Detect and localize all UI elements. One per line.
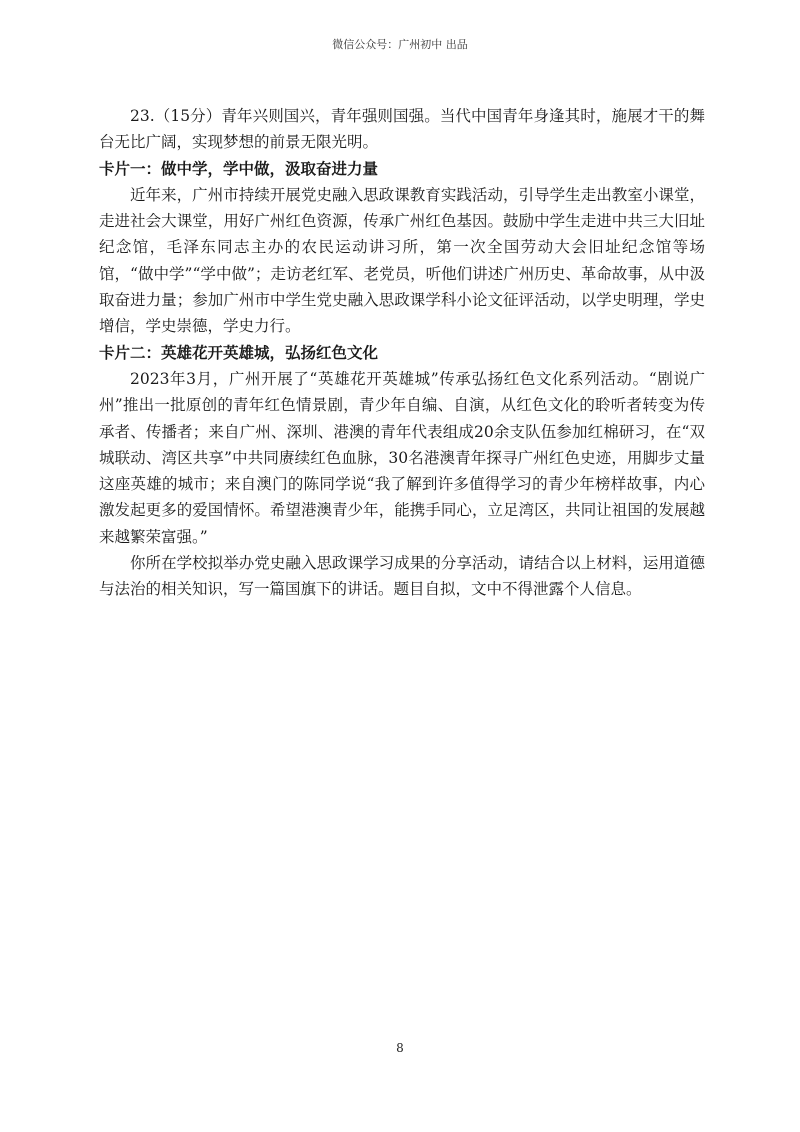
card-one-body: 近年来，广州市持续开展党史融入思政课教育实践活动，引导学生走出教室小课堂，走进社会大课堂，用好广州红色资源，传承广州红色基因。鼓励中学生走进中共三大旧址纪念馆，毛泽东同志主办的农民运动讲习所，第一次全国劳动大会旧址纪念馆等场馆，“做中学”“学中做”；走访老红军、老党员，听他们讲述广州历史、革命故事，从中汲取奋进力量；参加广州市中学生党史融入思政课学科小论文征评活动，以学史明理，学史增信，学史崇德，学史力行。 (99, 185, 705, 336)
card-one-title: 卡片一：做中学，学中做，汲取奋进力量 (99, 158, 379, 178)
task-instruction: 你所在学校拟举办党史融入思政课学习成果的分享活动，请结合以上材料，运用道德与法治的相关知识，写一篇国旗下的讲话。题目自拟，文中不得泄露个人信息。 (99, 554, 705, 599)
page-header: 微信公众号：广州初中 出品 (332, 38, 468, 51)
question-intro: 23.（15分）青年兴则国兴，青年强则国强。当代中国青年身逢其时，施展才干的舞台无比广阔，实现梦想的前景无限光明。 (99, 107, 705, 152)
question-content (99, 103, 705, 603)
page-number: 8 (396, 1041, 404, 1055)
card-two-body: 2023年3月，广州开展了“英雄花开英雄城”传承弘扬红色文化系列活动。“剧说广州”推出一批原创的青年红色情景剧，青少年自编、自演，从红色文化的聆听者转变为传承者、传播者；来自广州、深圳、港澳的青年代表组成20余支队伍参加红棉研习，在“双城联动、湾区共享”中共同赓续红色血脉，30名港澳青年探寻广州红色史迹，用脚步丈量这座英雄的城市；来自澳门的陈同学说“我了解到许多值得学习的青少年榜样故事，内心激发起更多的爱国情怀。希望港澳青少年，能携手同心，立足湾区，共同让祖国的发展越来越繁荣富强。” (99, 369, 705, 546)
card-two-title: 卡片二：英雄花开英雄城，弘扬红色文化 (99, 342, 379, 362)
